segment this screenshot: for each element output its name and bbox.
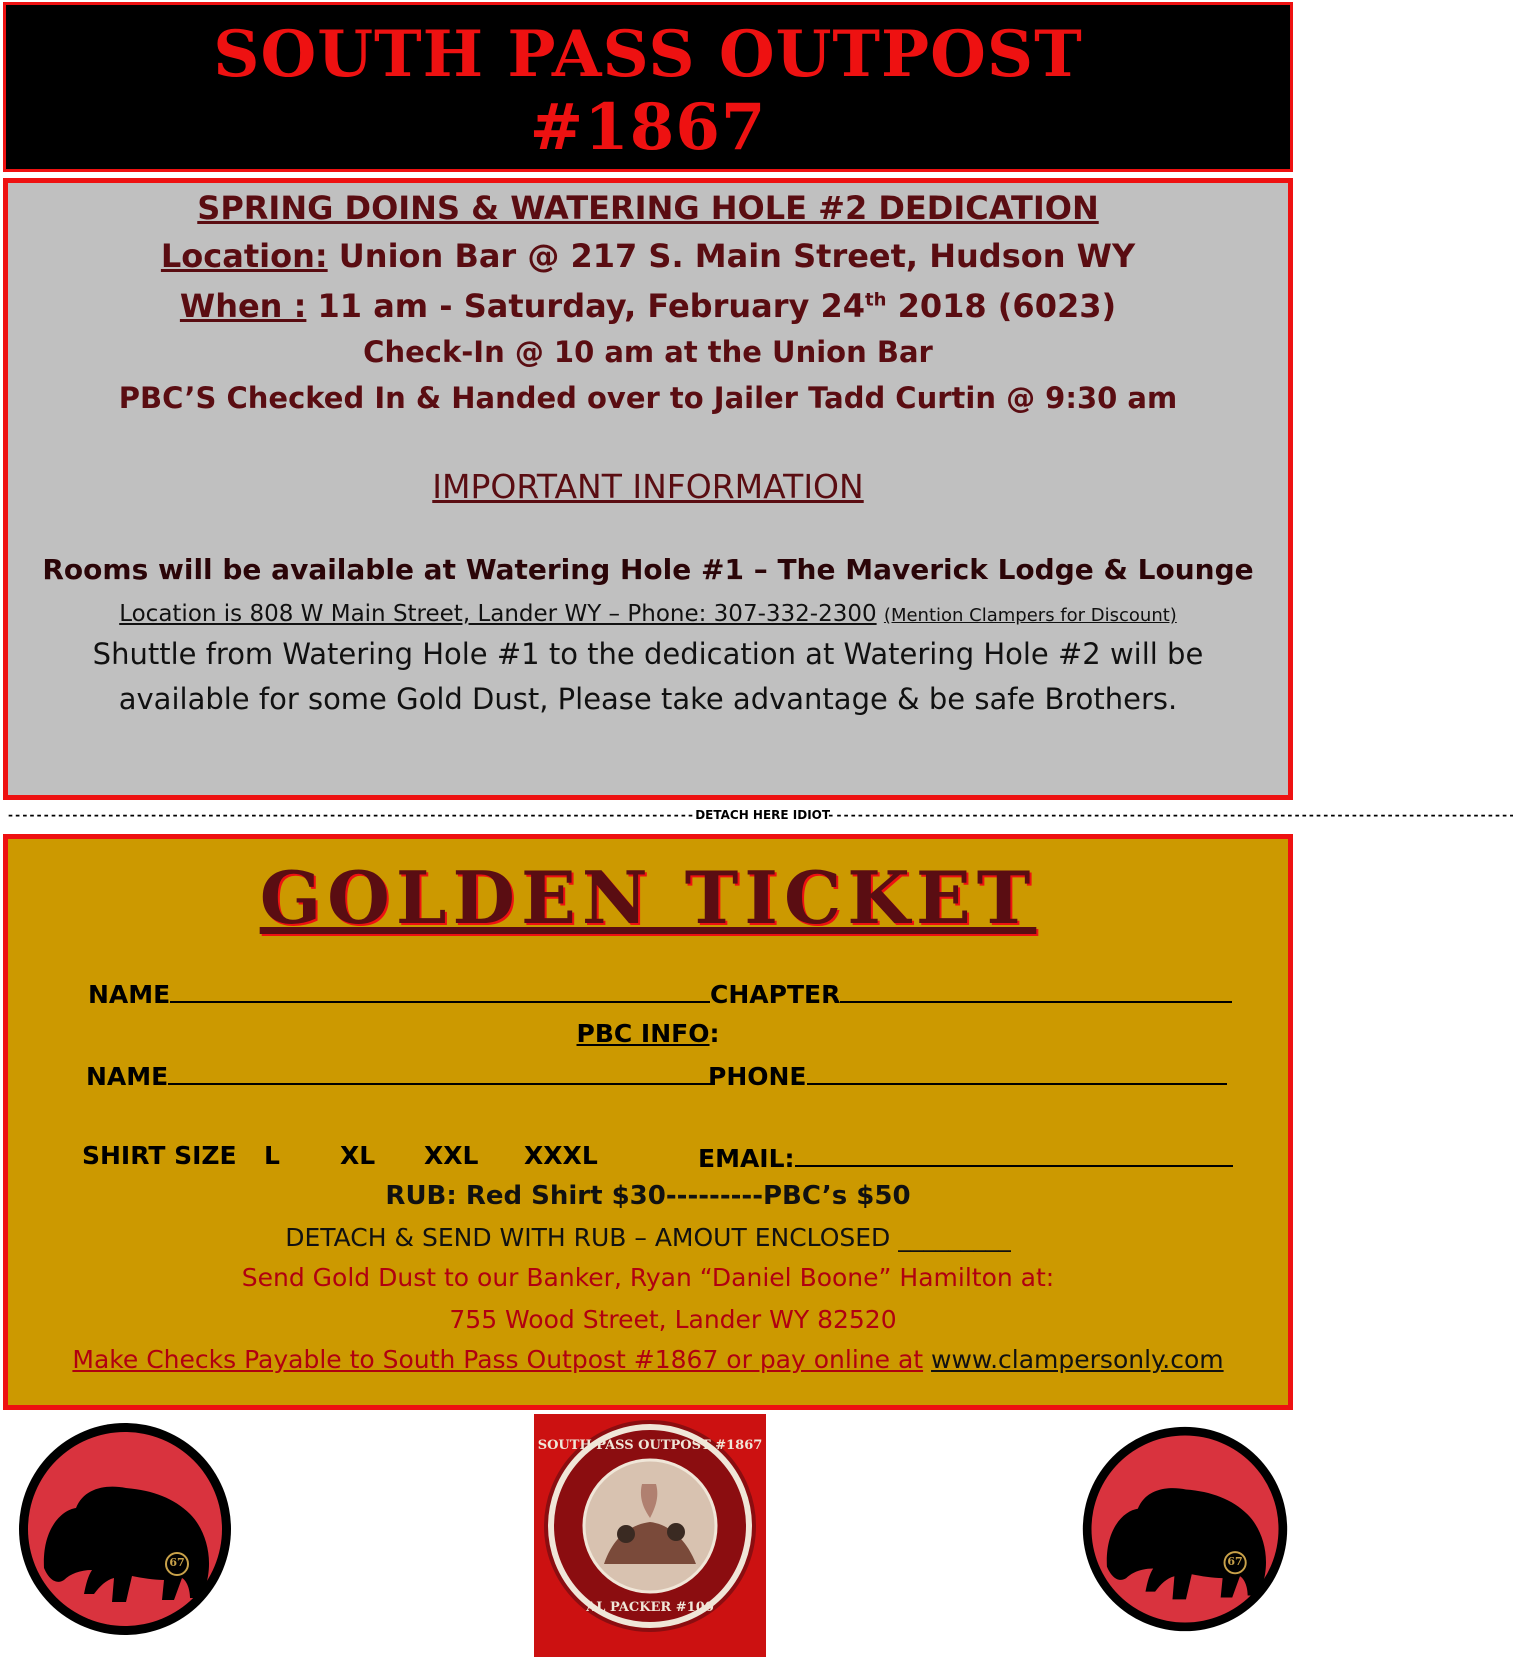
shirt-size-label: SHIRT SIZE (82, 1141, 237, 1170)
checks-payable: Make Checks Payable to South Pass Outpost #1867 or pay online at (72, 1345, 924, 1374)
discount-note: (Mention Clampers for Discount) (883, 605, 1177, 626)
seal-bottom-text: AL PACKER #100 (586, 1600, 714, 1615)
buffalo-icon (1078, 1422, 1292, 1636)
pbc-name-line[interactable] (168, 1059, 712, 1085)
ticket-title-text: GOLDEN TICKET (259, 855, 1037, 940)
name-label: NAME (88, 980, 171, 1009)
name-field[interactable] (88, 977, 710, 1009)
chapter-label: CHAPTER (710, 980, 841, 1009)
when-label: When : (179, 287, 307, 325)
phone-label: PHONE (708, 1062, 807, 1091)
detach-label: DETACH HERE IDIOT- (695, 808, 834, 822)
event-heading: SPRING DOINS & WATERING HOLE #2 DEDICATION (197, 189, 1099, 227)
phone-line[interactable] (807, 1059, 1227, 1085)
email-line[interactable] (795, 1141, 1233, 1167)
shuttle-line-1: Shuttle from Watering Hole #1 to the dedication at Watering Hole #2 will be (92, 637, 1204, 671)
checks-payable-line (8, 1345, 1288, 1374)
shuttle-line-2: available for some Gold Dust, Please take advantage & be safe Brothers. (118, 682, 1178, 716)
chapter-field[interactable] (710, 977, 1232, 1009)
outpost-title: SOUTH PASS OUTPOST (213, 17, 1083, 92)
badge-left-number: 67 (169, 1556, 185, 1569)
when-value-post: 2018 (6023) (886, 287, 1117, 325)
send-gold-line: Send Gold Dust to our Banker, Ryan “Daniel Boone” Hamilton at: (241, 1263, 1055, 1292)
pbc-info-heading (8, 1019, 1288, 1048)
buffalo-badge-left (14, 1418, 236, 1640)
buffalo-badge-right (1078, 1422, 1292, 1636)
size-l[interactable]: L (264, 1141, 280, 1170)
lodge-location: Location is 808 W Main Street, Lander WY – Phone: 307-332-2300 (119, 601, 877, 627)
pbc-info-colon: : (709, 1019, 720, 1048)
event-info-panel (3, 178, 1293, 800)
phone-field[interactable] (708, 1059, 1227, 1091)
buffalo-icon (14, 1418, 236, 1640)
size-xxxl[interactable]: XXXL (524, 1141, 598, 1170)
pbc-name-label: NAME (86, 1062, 169, 1091)
golden-ticket-form (3, 834, 1293, 1410)
pbc-info-label: PBC INFO (576, 1019, 710, 1048)
dash-left: - - - - - - - - - - - - - - - - - - - - - - - - - - - - - - - - - - - - - - - - - - - - - - - - - - - - - - - - - - - - - - - - - - - - - - - - - - - - - - - - - - - - - - - - - - - - - - - - (8, 808, 696, 822)
detach-send-line: DETACH & SEND WITH RUB – AMOUT ENCLOSED _________ (285, 1223, 1011, 1252)
dash-right: - - - - - - - - - - - - - - - - - - - - - - - - - - - - - - - - - - - - - - - - - - - - - - - - - - - - - - - - - - - - - - - - - - - - - - - - - - - - - - - - - - - - - - - - - - - - - - - (833, 808, 1513, 822)
ticket-title (8, 855, 1288, 940)
pbc-checkin-line: PBC’S Checked In & Handed over to Jailer Tadd Curtin @ 9:30 am (118, 381, 1178, 415)
seal-top-text: SOUTH PASS OUTPOST #1867 (537, 1438, 763, 1453)
pbc-name-field[interactable] (86, 1059, 712, 1091)
when-sup: th (865, 289, 887, 311)
rooms-line: Rooms will be available at Watering Hole #1 – The Maverick Lodge & Lounge (42, 553, 1254, 586)
location-value: Union Bar @ 217 S. Main Street, Hudson WY (327, 237, 1136, 275)
checkin-line: Check-In @ 10 am at the Union Bar (363, 335, 933, 369)
badge-right-number: 67 (1227, 1555, 1243, 1568)
location-label: Location: (160, 237, 328, 275)
lodge-location-line (8, 601, 1288, 627)
email-label: EMAIL: (698, 1144, 795, 1173)
when-value-pre: 11 am - Saturday, February 24 (306, 287, 866, 325)
rub-line: RUB: Red Shirt $30---------PBC’s $50 (385, 1181, 911, 1211)
outpost-seal (534, 1414, 766, 1657)
detach-line (8, 808, 1513, 826)
name-line[interactable] (170, 977, 710, 1003)
event-location (8, 237, 1288, 275)
header-banner (3, 2, 1293, 172)
email-field[interactable] (698, 1141, 1233, 1173)
event-when (8, 287, 1288, 325)
chapter-line[interactable] (840, 977, 1232, 1003)
size-xxl[interactable]: XXL (424, 1141, 479, 1170)
important-heading: IMPORTANT INFORMATION (432, 467, 864, 506)
website-link[interactable]: www.clampersonly.com (931, 1345, 1224, 1374)
banker-address: 755 Wood Street, Lander WY 82520 (449, 1305, 897, 1334)
size-xl[interactable]: XL (340, 1141, 376, 1170)
outpost-number: #1867 (529, 90, 767, 165)
